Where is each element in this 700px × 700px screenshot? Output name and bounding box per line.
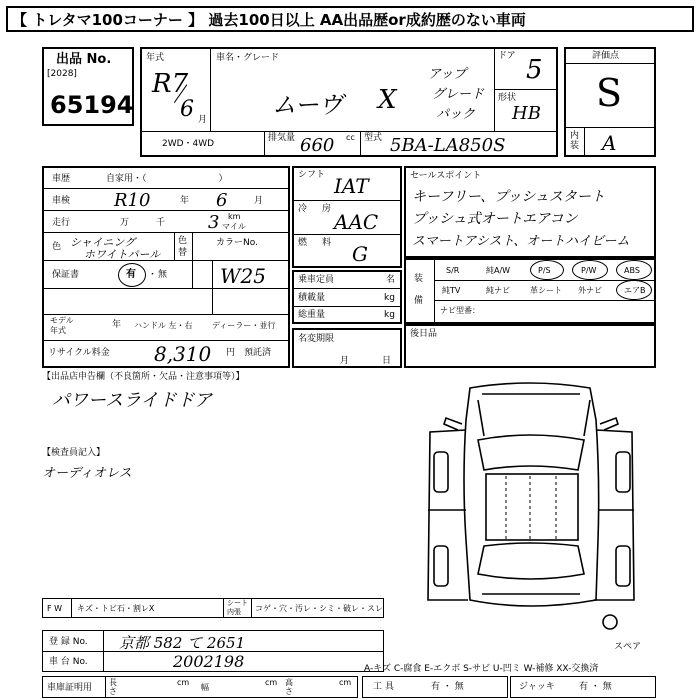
equip-tv: 純TV [442, 286, 461, 295]
inspector-label: 【検査員記入】 [42, 448, 106, 458]
equip-ext-navi: 外ナビ [578, 286, 602, 295]
equip-ps-circle [530, 260, 564, 280]
ac-label-2: 房 [322, 204, 332, 214]
ac-value: AAC [334, 210, 379, 234]
inspection-label: 車検 [52, 196, 71, 206]
recycle-unit: 円 [226, 348, 236, 358]
seller-report-label: 【出品店申告欄（不良箇所・欠品・注意事項等）】 [42, 372, 245, 382]
equip-navi: 純ナビ [486, 286, 510, 295]
car-grade: X [378, 85, 397, 115]
chassis-value: 2002198 [173, 652, 245, 671]
score-box [564, 47, 656, 157]
year-month-unit: 月 [198, 115, 208, 125]
color-text-1: シャイニング [70, 236, 136, 249]
shift-ac-fuel-box [292, 166, 402, 268]
sales-point-1: キーフリー、プッシュスタート [412, 189, 605, 205]
registration-label: 登 録 No. [49, 637, 88, 647]
shift-value: IAT [334, 174, 369, 198]
sales-points-label: セールスポイント [410, 171, 482, 181]
certificate-cm-2: cm [265, 678, 278, 687]
inspector-text: オーディオレス [42, 466, 132, 481]
equip-airbag: エアB [624, 286, 646, 295]
interior-value: A [602, 131, 617, 155]
lot-label: 出品 No. [56, 52, 112, 67]
recycle-label: リサイクル料金 [48, 348, 110, 358]
title-banner [6, 6, 694, 32]
mileage-sen: 千 [156, 218, 166, 228]
history-label: 車歴 [52, 174, 71, 184]
lot-number: 65194 [50, 91, 134, 119]
tools-label: 工 具 [373, 682, 394, 692]
ac-label-1: 冷 [298, 204, 308, 214]
capacity-unit: 名 [386, 275, 396, 285]
lot-sub: [2028] [47, 69, 77, 79]
certificate-height: 高さ [285, 678, 293, 696]
model-year-label-2: 年式 [50, 326, 66, 335]
year-month: 6 [180, 97, 194, 122]
model-year-dealer: ディーラー・並行 [212, 321, 276, 330]
equip-sr: S/R [446, 266, 460, 275]
jack-label: ジャッキ [519, 682, 555, 692]
seller-report-text: パワースライドドア [52, 390, 213, 411]
mileage-value: 3 [208, 212, 220, 233]
banner-title: 【 トレタマ100コーナー 】 過去100日以上 AA出品歴or成約歴のない車両 [12, 11, 526, 29]
score-value: S [596, 71, 623, 115]
shape-label: 形状 [498, 93, 517, 103]
car-name-label: 車名・グレード [216, 53, 280, 63]
color-text-2: ホワイトパール [84, 248, 161, 261]
recycle-value: 8,310 [154, 342, 212, 366]
sales-point-2: プッシュ式オートエアコン [412, 211, 578, 227]
model-year-year: 年 [112, 320, 122, 330]
tools-box [362, 676, 508, 698]
equip-leather: 革シート [530, 286, 562, 295]
certificate-cm-1: cm [177, 678, 190, 687]
rear-seat-box [404, 324, 656, 368]
jack-text: 有 ・ 無 [579, 682, 612, 692]
color-change-1: 色 [178, 236, 188, 246]
registration-box [42, 630, 384, 672]
fw-seat-2: 内張 [227, 608, 241, 616]
drive-text: 2WD・4WD [162, 139, 215, 149]
recycle-note: 預託済 [244, 348, 272, 358]
shape-value: HB [512, 103, 541, 124]
warranty-yes: 有 [126, 269, 136, 280]
equip-aw: 純A/W [486, 266, 511, 275]
warranty-label: 保証書 [52, 270, 80, 280]
certificate-row [42, 676, 358, 698]
equip-abs-circle [616, 260, 652, 280]
inspection-month-unit: 月 [254, 196, 264, 206]
mileage-mile: マイル [222, 222, 246, 231]
tools-text: 有 ・ 無 [431, 682, 464, 692]
model-label: 型式 [364, 133, 383, 143]
displacement-value: 660 [300, 135, 335, 156]
sales-point-3: スマートアシスト、オートハイビーム [412, 234, 630, 249]
spare-label: スペア [614, 642, 642, 652]
name-change-day: 日 [382, 356, 392, 366]
equipment-label-2: 備 [414, 296, 424, 306]
equip-pw: P/W [581, 266, 597, 275]
fw-label: F W [47, 604, 63, 613]
gross-label: 総重量 [298, 310, 326, 320]
vehicle-info-box [140, 47, 558, 157]
mileage-km: km [228, 212, 241, 221]
displacement-label: 排気量 [268, 133, 296, 143]
equip-abs: ABS [624, 266, 640, 275]
damage-legend: A-キズ C-腐食 E-エクボ S-サビ U-凹ミ W-補修 XX-交換済 [364, 664, 599, 674]
car-package-3: パック [436, 107, 476, 122]
certificate-length: 長さ [109, 678, 117, 696]
certificate-cm-3: cm [339, 678, 352, 687]
fuel-value: G [352, 242, 368, 266]
name-change-label: 名変期限 [298, 334, 335, 344]
name-change-box [292, 328, 402, 368]
vehicle-details-table [42, 166, 290, 368]
car-package-2: グレード [432, 87, 485, 102]
doors-label: ドア [498, 51, 516, 61]
inspection-month: 6 [216, 190, 228, 211]
color-change-2: 替 [178, 248, 188, 258]
year-label: 年式 [146, 53, 165, 63]
capacity-box [292, 270, 402, 324]
fw-text: キズ・トビ石・割レX [77, 604, 155, 613]
warranty-no: 無 [158, 270, 168, 280]
mileage-label: 走行 [52, 218, 71, 228]
color-label: 色 [52, 242, 62, 252]
year-era: R7 [152, 69, 189, 99]
warranty-sep: ・ [148, 270, 158, 280]
warranty-circle [118, 263, 146, 287]
color-no-value: W25 [220, 264, 267, 288]
fw-seat-text: コゲ・穴・汚レ・シミ・破レ・スレ [255, 604, 383, 613]
fuel-label-1: 燃 [298, 238, 308, 248]
model-value: 5BA-LA850S [390, 135, 506, 156]
equip-pw-circle [572, 260, 608, 280]
score-label: 評価点 [592, 51, 620, 61]
car-name: ムーヴ [272, 91, 343, 119]
equipment-label-1: 装 [414, 274, 424, 284]
model-year-label-1: モデル [50, 316, 74, 325]
displacement-unit: cc [346, 133, 355, 142]
sales-points-box [404, 166, 656, 258]
doors-value: 5 [526, 55, 543, 85]
chassis-label: 車 台 No. [49, 657, 88, 667]
equip-airbag-circle [616, 280, 652, 300]
mileage-man: 万 [120, 218, 130, 228]
jack-box [510, 676, 656, 698]
equip-nav-label: ナビ型番： [440, 306, 480, 315]
gross-unit: kg [384, 310, 395, 320]
car-package-1: アップ [428, 67, 467, 82]
fuel-label-2: 料 [322, 238, 332, 248]
certificate-label: 車庫証明用 [47, 683, 93, 693]
inspection-era: R10 [114, 190, 151, 211]
registration-value: 京都 582 て 2651 [119, 634, 246, 652]
fw-seat-1: シート [227, 599, 248, 607]
load-label: 積載量 [298, 293, 326, 303]
interior-label: 内装 [570, 131, 580, 151]
color-no-label: カラーNo. [216, 238, 258, 248]
model-year-handle: ハンドル 左・右 [134, 321, 193, 330]
rear-seat-label: 後日品 [410, 329, 438, 339]
inspection-year-unit: 年 [180, 196, 190, 206]
equip-ps: P/S [538, 266, 551, 275]
shift-label: シフト [298, 170, 326, 180]
lot-number-box [42, 47, 134, 126]
certificate-width: 幅 [201, 683, 209, 692]
load-unit: kg [384, 293, 395, 303]
equipment-box [404, 258, 656, 324]
name-change-month: 月 [340, 356, 350, 366]
history-text: 自家用・（ ） [106, 174, 228, 184]
capacity-label: 乗車定員 [298, 275, 335, 285]
fw-row [42, 598, 384, 618]
